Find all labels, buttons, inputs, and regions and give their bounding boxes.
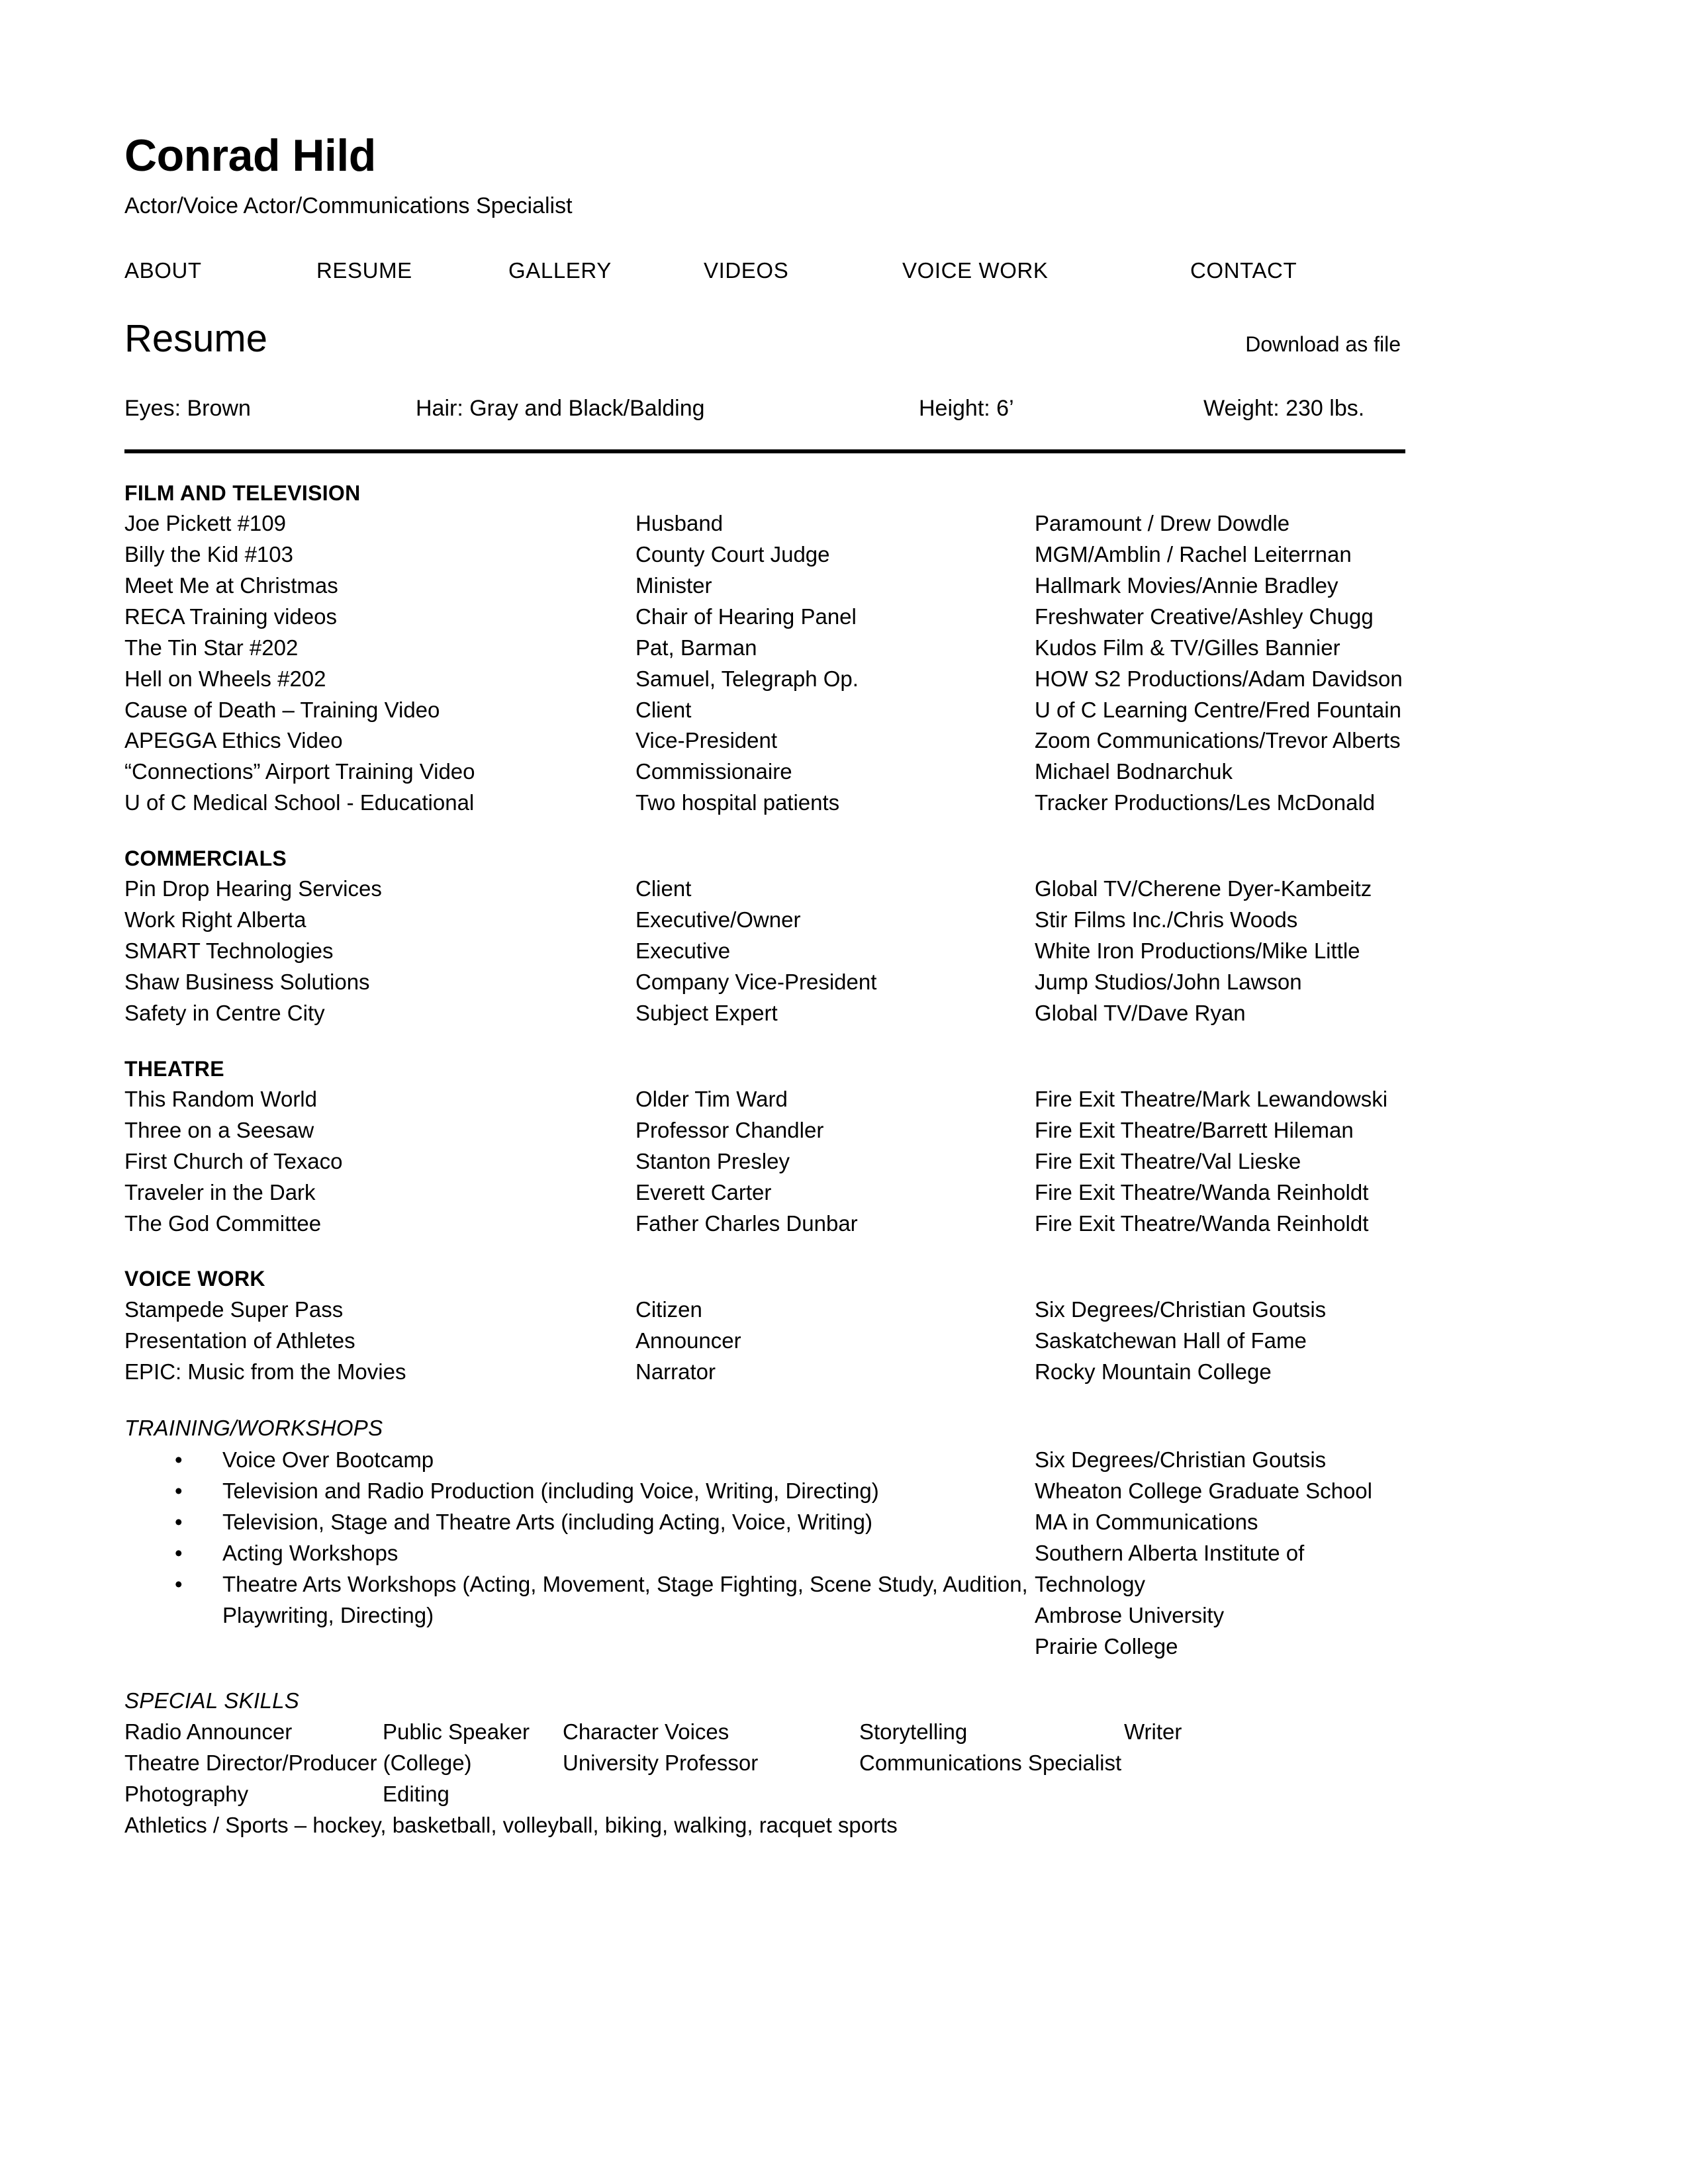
credit-role: Two hospital patients	[635, 790, 840, 815]
bullet-icon: •	[175, 1447, 183, 1473]
list-item-label: Television and Radio Production (including Voice, Writing, Directing)	[222, 1479, 879, 1504]
section-voice-work	[124, 1239, 1409, 1387]
credit-company: Global TV/Cherene Dyer-Kambeitz	[1035, 876, 1372, 901]
credit-company: Saskatchewan Hall of Fame	[1035, 1328, 1307, 1353]
credit-company: Zoom Communications/Trevor Alberts	[1035, 728, 1401, 753]
credit-title: Three on a Seesaw	[124, 1118, 314, 1143]
stat-hair: Hair: Gray and Black/Balding	[416, 395, 705, 421]
list-item-label: Theatre Arts Workshops (Acting, Movement, Stage Fighting, Scene Study, Audition, Playwriting, Directing)	[222, 1571, 1028, 1627]
credit-company: MGM/Amblin / Rachel Leiterrnan	[1035, 542, 1352, 567]
table-row	[124, 570, 1409, 602]
table-row	[124, 1326, 1409, 1357]
credit-role: Commissionaire	[635, 759, 792, 784]
credit-company: Kudos Film & TV/Gilles Bannier	[1035, 635, 1340, 660]
section-heading: SPECIAL SKILLS	[124, 1688, 300, 1713]
credit-company: Fire Exit Theatre/Barrett Hileman	[1035, 1118, 1354, 1143]
credit-company: Rocky Mountain College	[1035, 1359, 1272, 1384]
table-row	[124, 1115, 1409, 1146]
credit-title: The God Committee	[124, 1210, 322, 1236]
training-bullets	[124, 1445, 1035, 1631]
credit-company: Freshwater Creative/Ashley Chugg	[1035, 604, 1374, 629]
section-heading: FILM AND TELEVISION	[124, 480, 361, 505]
main-navigation	[124, 220, 1409, 283]
download-as-file-link[interactable]: Download as file	[1245, 332, 1401, 357]
physical-stats-row	[124, 360, 1409, 422]
credit-title: This Random World	[124, 1087, 317, 1112]
credit-company: Fire Exit Theatre/Wanda Reinholdt	[1035, 1179, 1369, 1205]
stat-weight: Weight: 230 lbs.	[1203, 395, 1365, 421]
credit-role: Company Vice-President	[635, 970, 877, 995]
skills-row	[124, 1779, 1409, 1810]
table-row	[124, 788, 1409, 819]
credit-title: Safety in Centre City	[124, 1000, 325, 1025]
skill-item: Communications Specialist	[859, 1751, 1122, 1776]
credit-title: EPIC: Music from the Movies	[124, 1359, 406, 1384]
table-row	[124, 936, 1409, 967]
credit-role: Everett Carter	[635, 1179, 772, 1205]
skill-item: Editing	[383, 1781, 449, 1806]
section-heading: VOICE WORK	[124, 1267, 265, 1291]
credit-role: Client	[635, 876, 692, 901]
section-film-and-television	[124, 453, 1409, 819]
credit-title: Traveler in the Dark	[124, 1179, 316, 1205]
section-heading: THEATRE	[124, 1056, 224, 1081]
credit-role: Older Tim Ward	[635, 1087, 788, 1112]
credit-role: Citizen	[635, 1297, 702, 1322]
table-row	[124, 725, 1409, 756]
credit-title: Cause of Death – Training Video	[124, 697, 440, 722]
table-row	[124, 967, 1409, 998]
list-item	[124, 1476, 1035, 1507]
nav-item-about[interactable]: ABOUT	[124, 258, 202, 283]
credit-role: Vice-President	[635, 728, 778, 753]
table-row	[124, 756, 1409, 788]
credit-company: Fire Exit Theatre/Wanda Reinholdt	[1035, 1210, 1369, 1236]
credit-title: Meet Me at Christmas	[124, 573, 338, 598]
skill-item: Public Speaker	[383, 1719, 530, 1745]
table-row	[124, 1146, 1409, 1177]
bullet-icon: •	[175, 1571, 183, 1596]
list-item-label: Television, Stage and Theatre Arts (including Acting, Voice, Writing)	[222, 1510, 872, 1535]
page-title: Resume	[124, 317, 267, 361]
institution-line: Southern Alberta Institute of	[1035, 1540, 1305, 1565]
list-item	[124, 1569, 1035, 1631]
table-row	[124, 633, 1409, 664]
institution-line: MA in Communications	[1035, 1510, 1258, 1535]
nav-item-videos[interactable]: VIDEOS	[704, 258, 789, 283]
credit-role: Husband	[635, 511, 724, 536]
table-row	[124, 1295, 1409, 1326]
credit-title: The Tin Star #202	[124, 635, 299, 660]
institution-line: Ambrose University	[1035, 1602, 1225, 1627]
credit-company: Michael Bodnarchuk	[1035, 759, 1233, 784]
skills-row	[124, 1748, 1409, 1779]
list-item-label: Voice Over Bootcamp	[222, 1447, 434, 1473]
table-row	[124, 874, 1409, 905]
credit-title: Work Right Alberta	[124, 907, 306, 933]
training-list	[124, 1445, 1035, 1662]
list-item-label: Acting Workshops	[222, 1540, 399, 1565]
credit-title: SMART Technologies	[124, 938, 334, 964]
nav-item-voice-work[interactable]: VOICE WORK	[902, 258, 1049, 283]
credit-title: Presentation of Athletes	[124, 1328, 355, 1353]
skill-item: Photography	[124, 1781, 249, 1806]
table-row	[124, 998, 1409, 1029]
training-block	[124, 1443, 1409, 1662]
credit-role: Client	[635, 697, 692, 722]
section-training-workshops	[124, 1388, 1409, 1662]
credit-company: Stir Films Inc./Chris Woods	[1035, 907, 1298, 933]
credit-company: Paramount / Drew Dowdle	[1035, 511, 1290, 536]
table-row	[124, 602, 1409, 633]
page-title-row	[124, 283, 1409, 360]
table-row	[124, 664, 1409, 695]
skills-row	[124, 1717, 1409, 1748]
institution-line: Wheaton College Graduate School	[1035, 1479, 1372, 1504]
credit-company: U of C Learning Centre/Fred Fountain	[1035, 697, 1401, 722]
skill-item: University Professor	[563, 1751, 759, 1776]
credit-title: Stampede Super Pass	[124, 1297, 344, 1322]
institution-line: Six Degrees/Christian Goutsis	[1035, 1447, 1327, 1473]
credit-company: Six Degrees/Christian Goutsis	[1035, 1297, 1327, 1322]
credit-company: HOW S2 Productions/Adam Davidson	[1035, 666, 1403, 691]
credit-role: Announcer	[635, 1328, 741, 1353]
table-row	[124, 1177, 1409, 1208]
section-theatre	[124, 1029, 1409, 1240]
stat-eyes: Eyes: Brown	[124, 395, 251, 421]
list-item	[124, 1445, 1035, 1476]
credit-company: White Iron Productions/Mike Little	[1035, 938, 1360, 964]
bullet-icon: •	[175, 1510, 183, 1535]
credit-role: County Court Judge	[635, 542, 830, 567]
nav-item-contact[interactable]: CONTACT	[1190, 258, 1297, 283]
institution-line: Technology	[1035, 1571, 1145, 1596]
site-tagline: Actor/Voice Actor/Communications Specialist	[124, 193, 573, 219]
credit-title: Hell on Wheels #202	[124, 666, 326, 691]
credit-role: Executive/Owner	[635, 907, 801, 933]
skill-item: Character Voices	[563, 1719, 729, 1745]
skill-item: Theatre Director/Producer (College)	[124, 1751, 472, 1776]
table-row	[124, 1357, 1409, 1388]
credit-role: Minister	[635, 573, 712, 598]
credit-company: Fire Exit Theatre/Val Lieske	[1035, 1148, 1301, 1173]
site-name: Conrad Hild	[124, 130, 376, 181]
credit-company: Tracker Productions/Les McDonald	[1035, 790, 1376, 815]
credit-company: Jump Studios/John Lawson	[1035, 970, 1302, 995]
skill-item: Writer	[1124, 1719, 1182, 1745]
list-item	[124, 1507, 1035, 1538]
credit-company: Fire Exit Theatre/Mark Lewandowski	[1035, 1087, 1388, 1112]
skill-item: Storytelling	[859, 1719, 968, 1745]
credit-role: Professor Chandler	[635, 1118, 824, 1143]
section-special-skills	[124, 1662, 1409, 1841]
institution-line: Prairie College	[1035, 1633, 1178, 1659]
table-row	[124, 695, 1409, 726]
training-institutions	[1035, 1445, 1409, 1662]
nav-item-gallery[interactable]: GALLERY	[508, 258, 612, 283]
table-row	[124, 539, 1409, 570]
athletics-line: Athletics / Sports – hockey, basketball, volleyball, biking, walking, racquet sports	[124, 1812, 898, 1837]
list-item	[124, 1538, 1035, 1569]
skill-item: Radio Announcer	[124, 1719, 293, 1745]
table-row	[124, 1084, 1409, 1115]
credit-title: First Church of Texaco	[124, 1148, 343, 1173]
credit-title: Shaw Business Solutions	[124, 970, 370, 995]
nav-item-resume[interactable]: RESUME	[316, 258, 412, 283]
section-heading: COMMERCIALS	[124, 846, 287, 871]
credit-role: Father Charles Dunbar	[635, 1210, 858, 1236]
credit-role: Chair of Hearing Panel	[635, 604, 857, 629]
credit-title: U of C Medical School - Educational	[124, 790, 475, 815]
section-commercials	[124, 819, 1409, 1029]
resume-sheet	[124, 0, 1409, 1841]
bullet-icon: •	[175, 1479, 183, 1504]
table-row	[124, 1208, 1409, 1240]
credit-title: Joe Pickett #109	[124, 511, 286, 536]
credit-title: RECA Training videos	[124, 604, 337, 629]
bullet-icon: •	[175, 1540, 183, 1565]
credit-company: Hallmark Movies/Annie Bradley	[1035, 573, 1338, 598]
credit-title: “Connections” Airport Training Video	[124, 759, 475, 784]
stat-height: Height: 6’	[919, 395, 1014, 421]
section-heading: TRAINING/WORKSHOPS	[124, 1415, 383, 1440]
credit-role: Stanton Presley	[635, 1148, 790, 1173]
credit-role: Executive	[635, 938, 731, 964]
credit-title: APEGGA Ethics Video	[124, 728, 343, 753]
credit-role: Pat, Barman	[635, 635, 757, 660]
credit-role: Subject Expert	[635, 1000, 778, 1025]
credit-title: Pin Drop Hearing Services	[124, 876, 382, 901]
credit-title: Billy the Kid #103	[124, 542, 293, 567]
table-row	[124, 905, 1409, 936]
credit-role: Narrator	[635, 1359, 716, 1384]
credit-company: Global TV/Dave Ryan	[1035, 1000, 1246, 1025]
credit-role: Samuel, Telegraph Op.	[635, 666, 859, 691]
table-row	[124, 508, 1409, 539]
